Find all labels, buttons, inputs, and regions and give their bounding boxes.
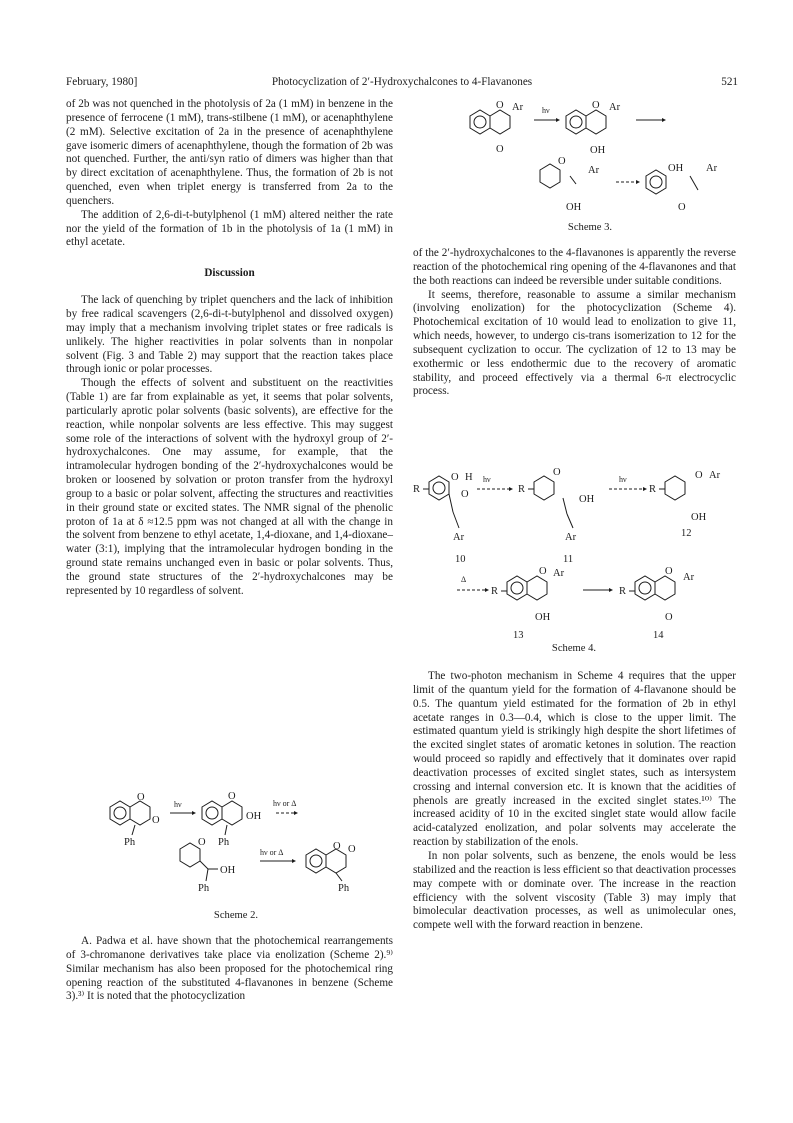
arrow-label: hν [174, 800, 182, 809]
hydroxyl-label: OH [535, 612, 551, 623]
hydrogen-label: H [465, 472, 473, 483]
right-paragraph: It seems, therefore, reasonable to assume a similar mechanism (involving enolization) for the photocyclization (Scheme 4). Photochemical excitation of 10 would lead to enolization to give 11, which needs, however, to undergo cis-trans isomerization to 12 for the subsequent cyclization to occur. The cyclization of 12 to 13 may be exothermic or less endothermic due to the recovery of aromatic stability, and proceed effectively via a thermal 6-π electrocyclic process. [413, 288, 736, 398]
hydroxyl-label: OH [246, 811, 262, 822]
section-heading: Discussion [204, 267, 255, 280]
ring-oxygen: O [137, 792, 145, 803]
scheme-4-caption: Scheme 4. [551, 643, 597, 654]
ring-oxygen: O [539, 566, 547, 577]
ring-oxygen: O [695, 470, 703, 481]
compound-label: 10 [455, 554, 466, 565]
compound-label: 13 [513, 630, 524, 641]
carbonyl-oxygen: O [461, 489, 469, 500]
enol-structure [202, 791, 262, 848]
hydroxyl-label: OH [691, 512, 707, 523]
carbonyl-oxygen: O [553, 467, 561, 478]
phenyl-label: Ph [198, 883, 210, 894]
arrow-label: hν [619, 475, 627, 484]
arrow-label: hν or Δ [260, 848, 284, 857]
ketone-oxygen: O [496, 144, 504, 155]
aryl-label: Ar [706, 163, 718, 174]
right-column-lower [413, 670, 736, 933]
ring-oxygen: O [592, 100, 600, 111]
right-column [413, 247, 736, 399]
substituent-r: R [619, 586, 627, 597]
ring-oxygen: O [665, 566, 673, 577]
scheme-3-caption: Scheme 3. [567, 222, 613, 233]
hydroxyl-label: OH [590, 145, 606, 156]
carbonyl-oxygen: O [678, 202, 686, 213]
ring-oxygen: O [496, 100, 504, 111]
aryl-label: Ar [565, 532, 577, 543]
ring-oxygen: O [558, 156, 566, 167]
compound-14 [619, 566, 695, 641]
arrow-label: hν [483, 475, 491, 484]
substituent-r: R [413, 484, 421, 495]
scheme-2-drawing [110, 785, 370, 905]
chromanone-structure [110, 792, 160, 848]
running-header [66, 76, 738, 94]
left-paragraph: The addition of 2,6-di-t-butylphenol (1 mM) altered neither the rate nor the yield of the formation of 1b in the photolysis of 1a (1 mM) in ethyl acetate. [66, 208, 393, 249]
left-paragraph: The lack of quenching by triplet quenchers and the lack of inhibition by free radical scavengers (2,6-di-t-butylphenol and dissolved oxygen) may imply that a mechanism involving triplet states or free radicals is unlikely. The higher reactivities in polar solvents than in nonpolar solvent (Fig. 3 and Table 2) may support that the reaction takes place through ionic or polar processes. [66, 294, 393, 376]
compound-11 [518, 467, 595, 565]
ring-opened-enol [540, 156, 600, 213]
right-paragraph: of the 2′-hydroxychalcones to the 4-flavanones is apparently the reverse reaction of the photochemical ring opening of the 4-flavanones and that the both reactions can indeed be reversible under suitable conditions. [413, 247, 736, 287]
header-date: February, 1980] [66, 76, 138, 88]
substituent-r: R [518, 484, 526, 495]
compound-12 [649, 470, 721, 539]
carbonyl-oxygen: O [348, 844, 356, 855]
hydroxyl-label: OH [220, 865, 236, 876]
lactone-structure [306, 841, 356, 894]
oxygen-label: O [451, 472, 459, 483]
right-paragraph: In non polar solvents, such as benzene, the enols would be less stabilized and the reaction is less efficient so that deactivation processes may compete with or dominate over. The increase in the reaction efficiency with the solvent viscosity (Table 3) may imply that bimolecular deactivation processes, as well as unimolecular ones, compete well with the forward reaction in benzene. [413, 849, 736, 932]
scheme-3-drawing [470, 98, 730, 218]
scheme-2-caption: Scheme 2. [213, 910, 259, 921]
compound-13 [491, 566, 565, 641]
ketone-oxygen: O [152, 815, 160, 826]
ring-oxygen: O [228, 791, 236, 802]
left-column-tail [66, 935, 393, 1004]
aryl-label: Ar [609, 102, 621, 113]
compound-10 [413, 472, 473, 565]
aryl-label: Ar [553, 568, 565, 579]
aryl-label: Ar [709, 470, 721, 481]
hydroxyl-label: OH [668, 163, 684, 174]
arrow-label: hν [542, 106, 550, 115]
left-column [66, 98, 393, 599]
carbonyl-oxygen: O [198, 837, 206, 848]
left-paragraph: Though the effects of solvent and substituent on the reactivities (Table 1) are far from explainable as yet, it seems that polar solvents, particularly aprotic polar solvents (basic solvents), are effective for the reaction, while nonpolar solvents are less effective. This may suggest some role of the interactions of solvent with the hydroxyl group of 2′-hydroxychalcones. One may assume, for example, that the intramolecular hydrogen bonding of the 2′-hydroxychalcones would be broken or loosened by solvation or proton transfer from the hydroxyl group to a basic or polar solvent, affecting the structures and reactivities in their ground state or excited states. The NMR signal of the phenolic proton of 1a at δ ≈12.5 ppm was not changed at all with the change in the solvent from benzene to ethyl acetate, 1,4-dioxane, and 1,4-dioxane–water (3:1), implying that the intramolecular hydrogen bonding in the ground state remains unchanged even in basic or polar solvents. Thus, the ground state structures of the 2′-hydroxychalcones may be represented by 10 regardless of solvent. [66, 377, 393, 597]
arrow-label: hν or Δ [273, 799, 297, 808]
chalcone-structure [646, 163, 718, 213]
phenyl-label: Ph [338, 883, 350, 894]
header-title: Photocyclization of 2′-Hydroxychalcones to 4-Flavanones [271, 76, 533, 88]
hydroxyl-label: OH [579, 494, 595, 505]
enol-structure [566, 100, 621, 156]
phenyl-label: Ph [218, 837, 230, 848]
aryl-label: Ar [588, 165, 600, 176]
hydroxyl-label: OH [566, 202, 582, 213]
ketone-oxygen: O [665, 612, 673, 623]
left-paragraph: of 2b was not quenched in the photolysis of 2a (1 mM) in benzene in the presence of ferrocene (1 mM), trans-stilbene (1 mM), or acenaphthylene (2 mM). Selective excitation of 2a in the presence of acenaphthylene gave isomeric dimers of acenaphthylene, though the formation of 2b was not quenched. Further, the anti/syn ratio of dimers was higher than that by direct excitation of acenaphthylene. Thus, the formation of 2b is not quenched, even when triplet energy is transferred from 2a to the quenchers. [66, 98, 393, 207]
left-paragraph: A. Padwa et al. have shown that the photochemical rearrangements of 3-chromanone derivatives take place via enolization (Scheme 2).⁹⁾ Similar mechanism has also been proposed for the photochemical ring opening reaction of the substituted 4-flavanones in benzene (Scheme 3).³⁾ It is noted that the photocyclization [66, 935, 393, 1003]
substituent-r: R [491, 586, 499, 597]
right-paragraph: The two-photon mechanism in Scheme 4 requires that the upper limit of the quantum yield for the formation of 4-flavanone should be 0.5. The quantum yield estimated for the formation of 2b in ethyl acetate ranges in 0.3—0.4, which is close to the upper limit. The estimated quantum yield is strikingly high despite the short lifetimes of the excited singlet states of aromatic ketones in solution. The reaction would proceed so rapidly and effectively that it dominates over rapid deactivation processes of excited singlet states, such as intersystem crossing and internal conversion etc. It is known that the acidities of phenols are greatly increased in the excited singlet states.¹⁰⁾ The increased acidity of 10 in the excited singlet state would allow facile acid-catalyzed enolization, and polar solvents may accelerate the reaction by stabilization of the enols. [413, 670, 736, 849]
aryl-label: Ar [683, 572, 695, 583]
compound-label: 12 [681, 528, 692, 539]
page-number: 521 [721, 76, 738, 88]
phenyl-label: Ph [124, 837, 136, 848]
flavanone-structure [470, 100, 524, 155]
substituent-r: R [649, 484, 657, 495]
aryl-label: Ar [453, 532, 465, 543]
scheme-4-drawing [413, 462, 736, 652]
aryl-label: Ar [512, 102, 524, 113]
ring-oxygen: O [333, 841, 341, 852]
arrow-label: Δ [461, 575, 467, 584]
compound-label: 11 [563, 554, 574, 565]
compound-label: 14 [653, 630, 664, 641]
